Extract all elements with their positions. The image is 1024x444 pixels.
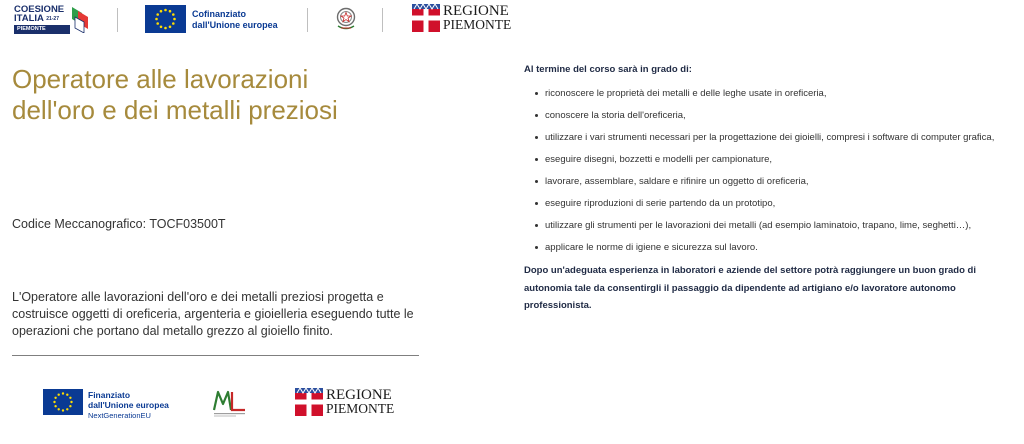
regione-line1: REGIONE xyxy=(443,3,509,19)
list-item: utilizzare i vari strumenti necessari per la progettazione dei gioielli, compresi i software di computer grafica, xyxy=(524,129,1014,146)
logo-separator xyxy=(382,8,383,32)
course-description xyxy=(12,289,420,340)
piemonte-flag-icon xyxy=(295,388,323,416)
outcomes-list xyxy=(524,85,1014,256)
cofinanziato-text xyxy=(192,9,312,31)
bottom-logo-strip xyxy=(0,380,440,430)
finanziato-text xyxy=(88,391,218,421)
coesione-italia-logo xyxy=(14,5,90,35)
title-line2: dell'oro e dei metalli preziosi xyxy=(12,95,338,125)
divider xyxy=(12,355,419,356)
list-item: utilizzare gli strumenti per le lavorazioni dei metalli (ad esempio laminatoio, trapano, lime, seghetti…), xyxy=(524,217,1014,234)
regione-line2: PIEMONTE xyxy=(443,17,512,32)
eu-flag-icon xyxy=(145,5,186,33)
logo-separator xyxy=(117,8,118,32)
coesione-years: 21-27 xyxy=(46,16,59,22)
regione-line2: PIEMONTE xyxy=(326,401,395,416)
list-item: eseguire disegni, bozzetti e modelli per campionature, xyxy=(524,151,1014,168)
outcomes-conclusion: Dopo un'adeguata esperienza in laboratori e aziende del settore potrà raggiungere un buon grado di autonomia tale da consentirgli il passaggio da dipendente ad artigiano e/o lavoratore autonomo professionista. xyxy=(524,265,976,311)
description-line: L'Operatore alle lavorazioni dell'oro e dei metalli preziosi progetta e xyxy=(12,290,384,304)
title-line1: Operatore alle lavorazioni xyxy=(12,64,309,94)
coesione-region-bar: PIEMONTE xyxy=(14,25,70,34)
coesione-line2 xyxy=(14,14,59,24)
list-item: eseguire riproduzioni di serie partendo da un prototipo, xyxy=(524,195,1014,212)
course-outcomes xyxy=(524,64,1014,315)
repubblica-italiana-emblem-icon xyxy=(335,4,357,32)
page-title xyxy=(12,64,432,126)
coesione-mark-icon xyxy=(72,7,90,33)
cofinanziato-line1: Cofinanziato xyxy=(192,9,246,19)
ministero-istruzione-merito-logo xyxy=(212,388,248,418)
coesione-italia-text: ITALIA xyxy=(14,13,44,24)
eu-flag-icon xyxy=(43,389,83,415)
list-item: lavorare, assemblare, saldare e rifinire un oggetto di oreficeria, xyxy=(524,173,1014,190)
finanziato-line1: Finanziato xyxy=(88,390,131,400)
logo-separator xyxy=(307,8,308,32)
outcomes-intro: Al termine del corso sarà in grado di: xyxy=(524,64,692,75)
top-logo-strip xyxy=(0,0,520,40)
piemonte-flag-icon xyxy=(412,4,440,32)
codice-meccanografico: Codice Meccanografico: TOCF03500T xyxy=(12,217,226,231)
list-item: riconoscere le proprietà dei metalli e delle leghe usate in oreficeria, xyxy=(524,85,1014,102)
list-item: applicare le norme di igiene e sicurezza sul lavoro. xyxy=(524,239,1014,256)
finanziato-line3: NextGenerationEU xyxy=(88,411,151,420)
description-line: costruisce oggetti di oreficeria, argenteria e gioielleria eseguendo tutte le xyxy=(12,307,414,321)
description-line: operazioni che portano dal metallo grezzo al gioiello finito. xyxy=(12,324,334,338)
list-item: conoscere la storia dell'oreficeria, xyxy=(524,107,1014,124)
finanziato-line2: dall'Unione europea xyxy=(88,399,169,410)
regione-line1: REGIONE xyxy=(326,387,392,403)
coesione-line1: COESIONE xyxy=(14,4,65,15)
cofinanziato-line2: dall'Unione europea xyxy=(192,20,278,30)
